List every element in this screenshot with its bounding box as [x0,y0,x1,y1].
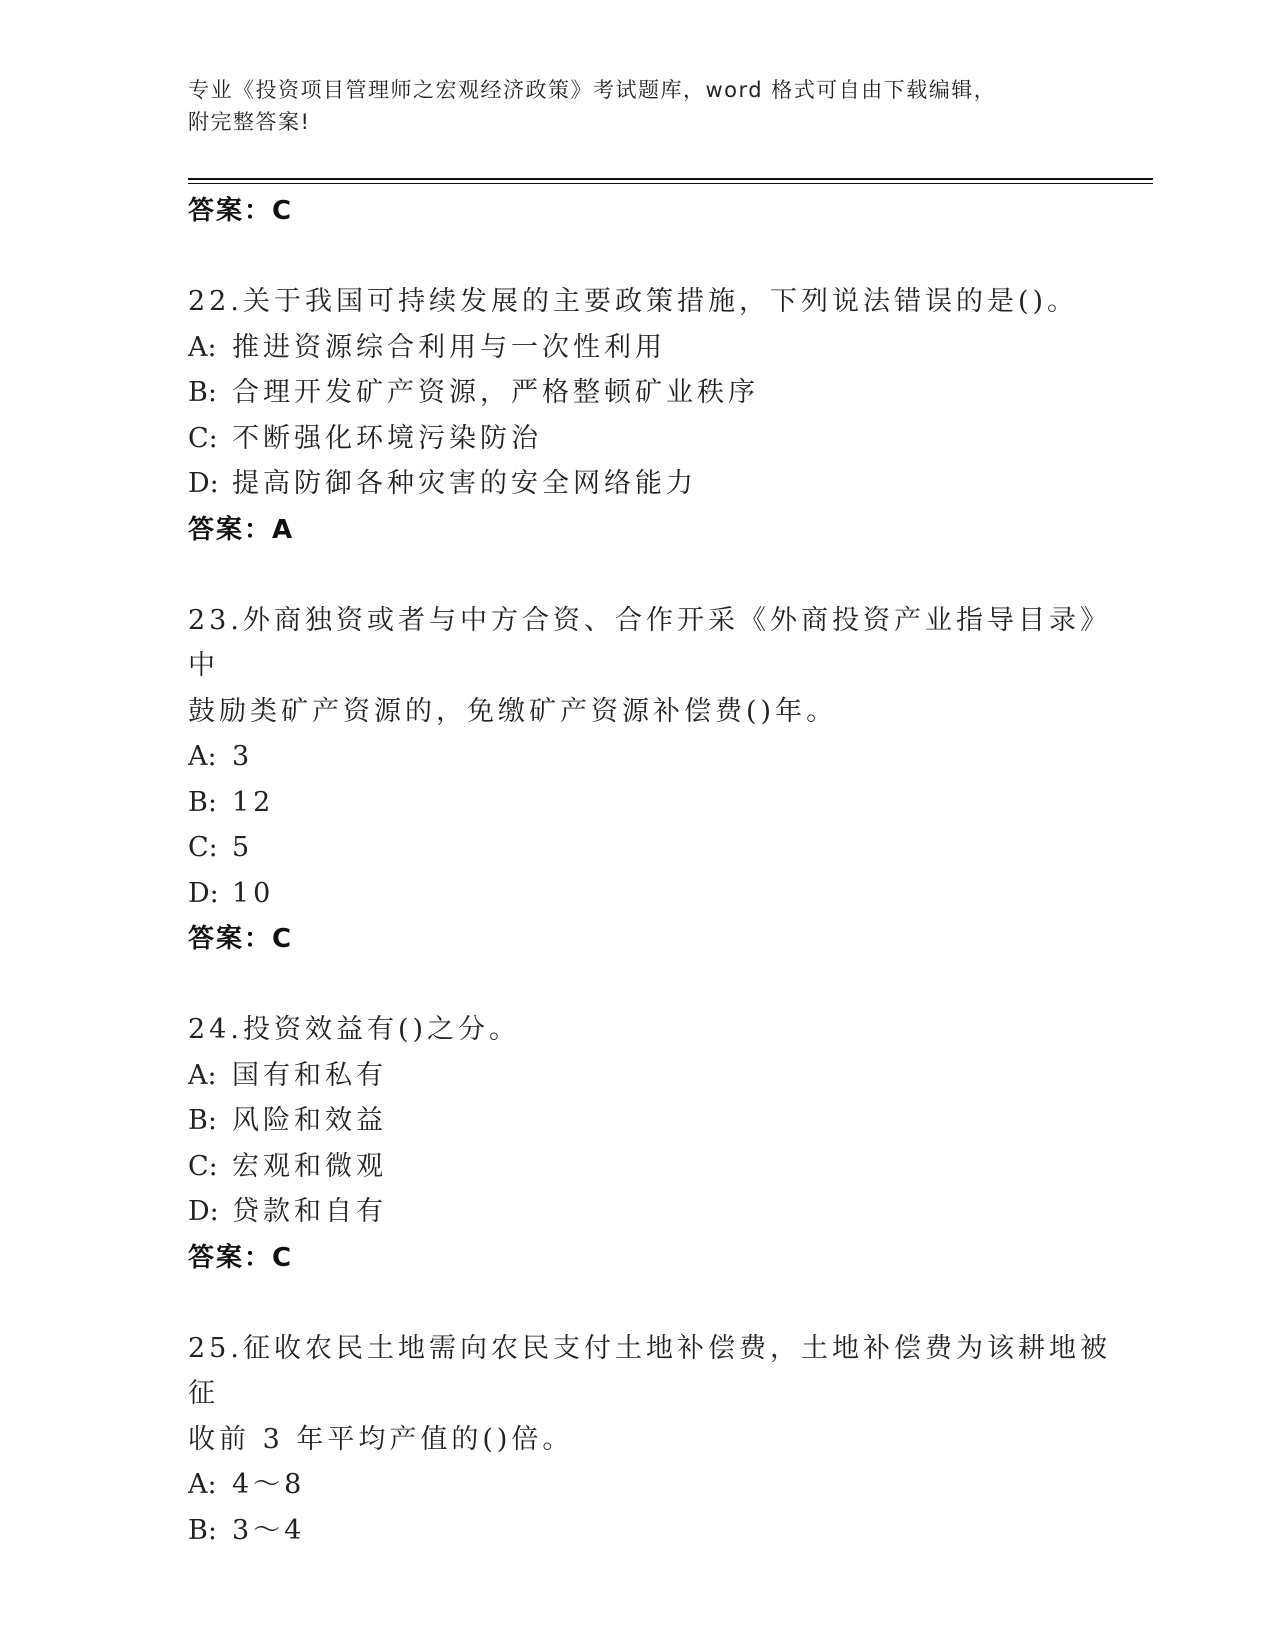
option-text: 4～8 [232,1469,306,1500]
option-text: 合理开发矿产资源，严格整顿矿业秩序 [232,377,759,408]
answer: 答案：C [188,1242,294,1273]
question-text-continued: 鼓励类矿产资源的，免缴矿产资源补偿费()年。 [188,695,838,727]
option-text: 推进资源综合利用与一次性利用 [232,331,666,363]
header-divider-thin [188,183,1153,184]
question-23 [188,598,1118,963]
option-text: 提高防御各种灾害的安全网络能力 [232,468,697,499]
option-c [188,416,1118,462]
option-key: C: [188,832,218,863]
option-text: 5 [232,832,254,863]
question-text: 25.征收农民土地需向农民支付土地补偿费，土地补偿费为该耕地被征 [188,1332,1111,1409]
option-key: C: [188,1150,218,1182]
option-d [188,1189,1118,1235]
option-key: B: [188,1514,217,1546]
question-text: 22.关于我国可持续发展的主要政策措施，下列说法错误的是()。 [188,286,1079,317]
question-22 [188,279,1118,553]
option-text: 3 [232,741,254,772]
option-key: A: [188,331,217,363]
option-key: D: [188,877,219,909]
option-b [188,1508,1118,1554]
question-text-continued: 收前 3 年平均产值的()倍。 [188,1423,574,1455]
option-key: A: [188,741,217,772]
option-text: 不断强化环境污染防治 [232,422,542,454]
question-text: 24.投资效益有()之分。 [188,1014,521,1045]
option-key: A: [188,1059,217,1091]
previous-answer: 答案：C [188,196,294,226]
question-25 [188,1326,1118,1554]
option-key: A: [188,1469,217,1500]
option-a [188,1462,1118,1508]
option-text: 3～4 [232,1514,306,1546]
question-text: 23.外商独资或者与中方合资、合作开采《外商投资产业指导目录》中 [188,604,1111,681]
document-header [188,74,1088,138]
option-text: 10 [232,877,275,909]
option-key: B: [188,377,217,408]
option-d [188,461,1118,507]
option-a [188,1053,1118,1099]
option-key: D: [188,468,219,499]
option-key: B: [188,786,217,818]
option-c [188,825,1118,871]
header-intro-line-1: 专业《投资项目管理师之宏观经济政策》考试题库，word 格式可自由下载编辑， [188,78,997,102]
option-key: B: [188,1105,217,1136]
option-text: 贷款和自有 [232,1196,387,1227]
option-a [188,325,1118,371]
option-key: C: [188,422,218,454]
question-list [188,188,1118,1553]
option-c [188,1144,1118,1190]
option-text: 风险和效益 [232,1105,387,1136]
option-text: 12 [232,786,275,818]
option-d [188,871,1118,917]
answer: 答案：A [188,514,295,545]
answer: 答案：C [188,924,294,954]
option-key: D: [188,1196,219,1227]
option-b [188,370,1118,416]
header-intro-line-2: 附完整答案! [188,110,311,134]
option-a [188,734,1118,780]
header-divider-thick [188,178,1153,180]
option-text: 宏观和微观 [232,1150,387,1182]
option-b [188,1098,1118,1144]
option-text: 国有和私有 [232,1059,387,1091]
option-b [188,780,1118,826]
question-24 [188,1007,1118,1281]
